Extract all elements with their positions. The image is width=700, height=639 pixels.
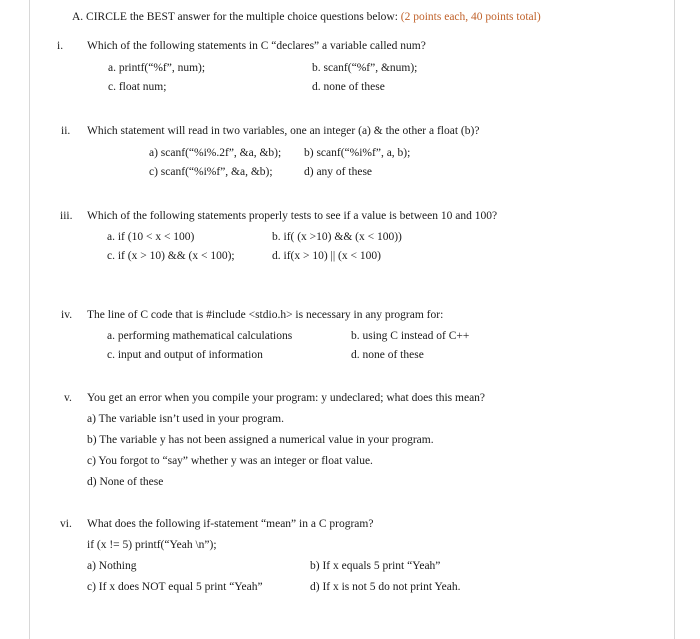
- option-c[interactable]: c) You forgot to “say” whether y was an integer or float value.: [87, 455, 373, 467]
- question-text: Which statement will read in two variables, one an integer (a) & the other a float (b)?: [87, 125, 480, 137]
- header-instruction: A. CIRCLE the BEST answer for the multiple choice questions below:: [72, 11, 398, 23]
- option-b[interactable]: b) If x equals 5 print “Yeah”: [310, 560, 441, 572]
- question-text: What does the following if-statement “mean” in a C program?: [87, 518, 374, 530]
- option-d[interactable]: d) any of these: [304, 166, 373, 178]
- question-text: The line of C code that is #include <stdio.h> is necessary in any program for:: [87, 309, 444, 321]
- page-left-edge: [29, 0, 30, 639]
- option-d[interactable]: d) None of these: [87, 476, 164, 488]
- option-c[interactable]: c) scanf(“%i%f”, &a, &b);: [149, 166, 273, 178]
- option-b[interactable]: b. scanf(“%f”, &num);: [312, 62, 418, 74]
- option-c[interactable]: c. if (x > 10) && (x < 100);: [107, 250, 235, 262]
- question-text: Which of the following statements in C “declares” a variable called num?: [87, 40, 426, 52]
- question-text: Which of the following statements properly tests to see if a value is between 10 and 100?: [87, 210, 498, 222]
- section-header: [72, 10, 541, 24]
- question-text: You get an error when you compile your program: y undeclared; what does this mean?: [87, 392, 486, 404]
- option-d[interactable]: d) If x is not 5 do not print Yeah.: [310, 581, 461, 593]
- option-c[interactable]: c. float num;: [108, 81, 167, 93]
- option-a[interactable]: a. if (10 < x < 100): [107, 231, 195, 243]
- question-number: ii.: [61, 125, 71, 137]
- question-number: iv.: [61, 309, 73, 321]
- option-a[interactable]: a. printf(“%f”, num);: [108, 62, 206, 74]
- option-a[interactable]: a) Nothing: [87, 560, 137, 572]
- option-b[interactable]: b. using C instead of C++: [351, 330, 470, 342]
- option-d[interactable]: d. none of these: [312, 81, 385, 93]
- option-d[interactable]: d. none of these: [351, 349, 424, 361]
- option-a[interactable]: a) scanf(“%i%.2f”, &a, &b);: [149, 147, 282, 159]
- option-b[interactable]: b) The variable y has not been assigned a numerical value in your program.: [87, 434, 434, 446]
- option-b[interactable]: b. if( (x >10) && (x < 100)): [272, 231, 402, 243]
- question-number: iii.: [60, 210, 73, 222]
- page-right-edge: [674, 0, 675, 639]
- option-c[interactable]: c. input and output of information: [107, 349, 263, 361]
- header-points: (2 points each, 40 points total): [400, 11, 541, 23]
- question-number: vi.: [60, 518, 72, 530]
- option-a[interactable]: a. performing mathematical calculations: [107, 330, 293, 342]
- question-number: v.: [64, 392, 72, 404]
- option-a[interactable]: a) The variable isn’t used in your program.: [87, 413, 284, 425]
- option-c[interactable]: c) If x does NOT equal 5 print “Yeah”: [87, 581, 263, 593]
- option-b[interactable]: b) scanf(“%i%f”, a, b);: [304, 147, 411, 159]
- code-snippet: if (x != 5) printf(“Yeah \n”);: [87, 539, 217, 551]
- question-number: i.: [57, 40, 64, 52]
- option-d[interactable]: d. if(x > 10) || (x < 100): [272, 250, 381, 262]
